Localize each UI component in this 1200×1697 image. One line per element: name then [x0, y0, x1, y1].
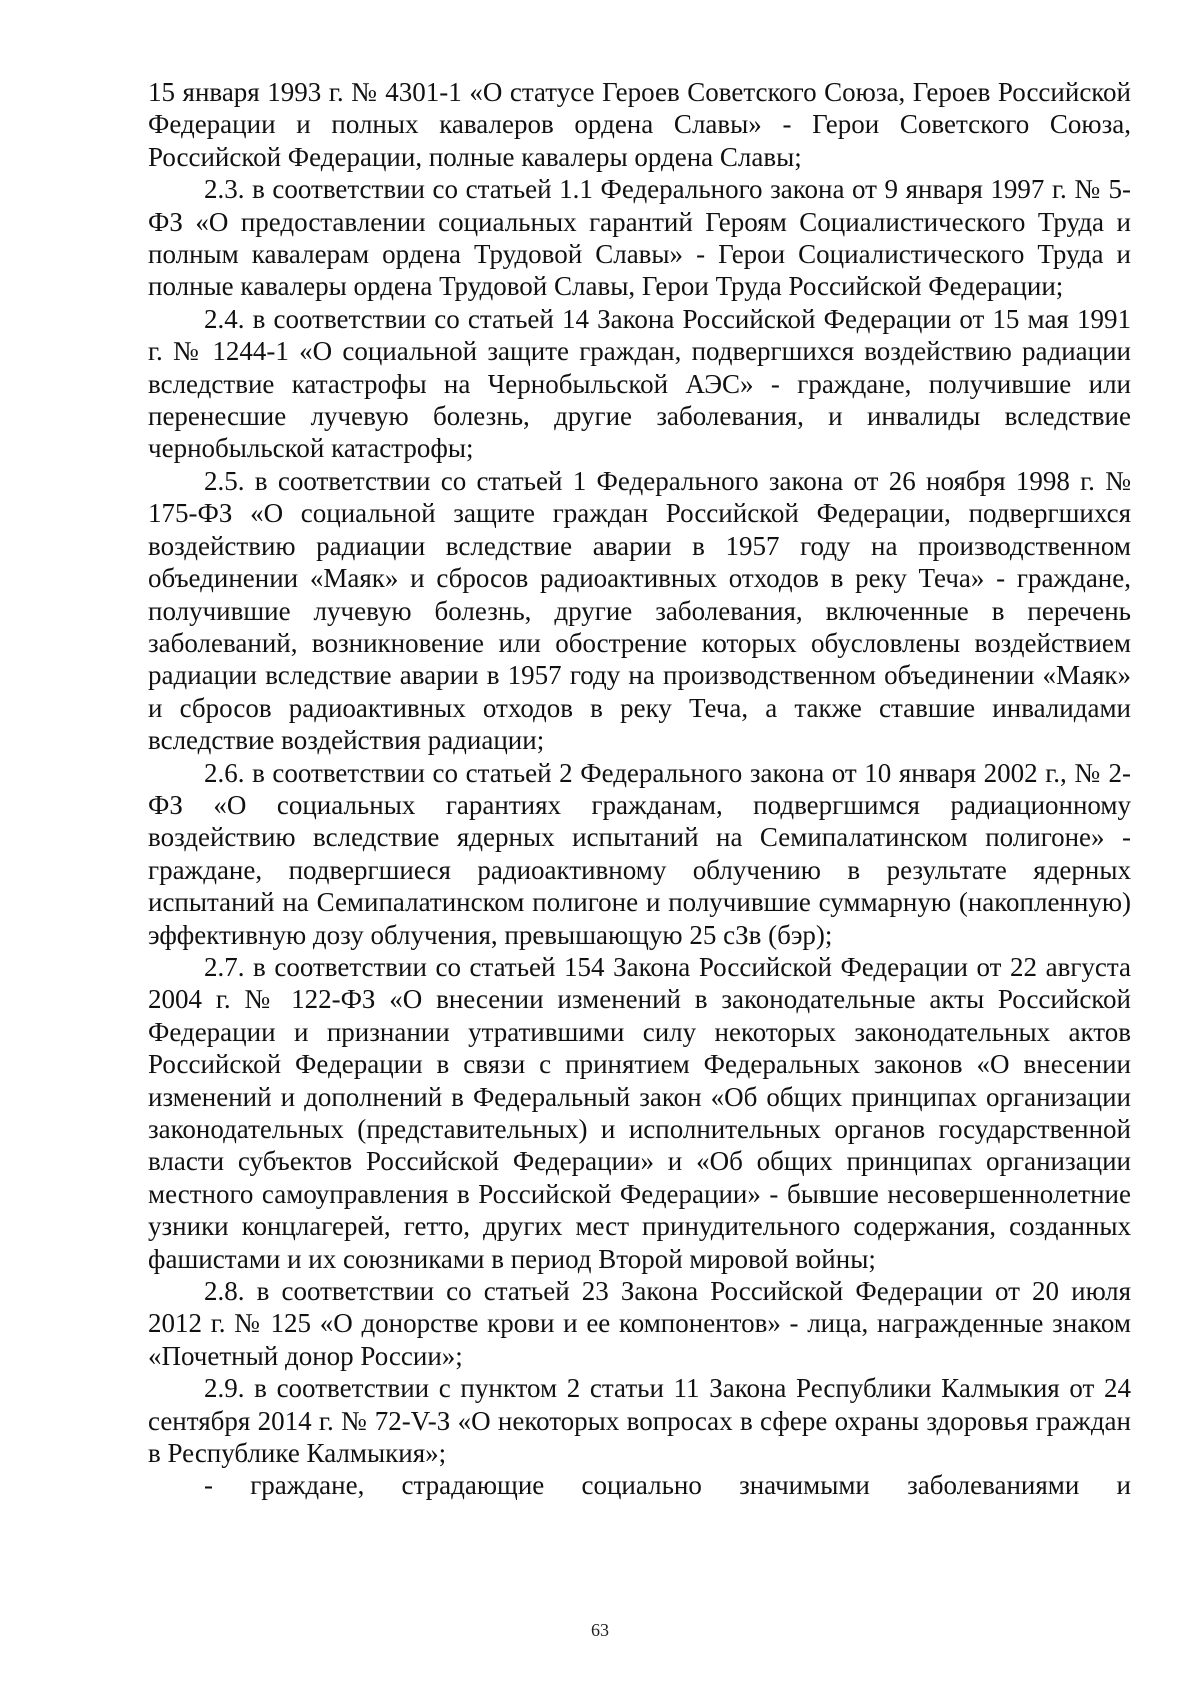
- paragraph-2-3: 2.3. в соответствии со статьей 1.1 Федерального закона от 9 января 1997 г. № 5-ФЗ «О предоставлении социальных гарантий Героям Социалистического Труда и полным кавалерам ордена Трудовой Славы» - Герои Социалистического Труда и полные кавалеры ордена Трудовой Славы, Герои Труда Российской Федерации;: [148, 174, 1131, 302]
- paragraph-2-8: 2.8. в соответствии со статьей 23 Закона Российской Федерации от 20 июля 2012 г. № 125 «О донорстве крови и ее компонентов» - лица, награжденные знаком «Почетный донор России»;: [148, 1276, 1131, 1371]
- paragraph-2-4: 2.4. в соответствии со статьей 14 Закона Российской Федерации от 15 мая 1991 г. № 1244-1 «О социальной защите граждан, подвергшихся воздействию радиации вследствие катастрофы на Чернобыльской АЭС» - граждане, получившие или перенесшие лучевую болезнь, другие заболевания, и инвалиды вследствие чернобыльской катастрофы;: [148, 303, 1131, 464]
- text-column: [148, 76, 1131, 1502]
- paragraph-2-5: 2.5. в соответствии со статьей 1 Федерального закона от 26 ноября 1998 г. № 175-ФЗ «О социальной защите граждан Российской Федерации, подвергшихся воздействию радиации вследствие аварии в 1957 году на производственном объединении «Маяк» и сбросов радиоактивных отходов в реку Теча» - граждане, получившие лучевую болезнь, другие заболевания, включенные в перечень заболеваний, возникновение или обострение которых обусловлены воздействием радиации вследствие аварии в 1957 году на производственном объединении «Маяк» и сбросов радиоактивных отходов в реку Теча, а также ставшие инвалидами вследствие воздействия радиации;: [148, 465, 1131, 756]
- paragraph-2-6: 2.6. в соответствии со статьей 2 Федерального закона от 10 января 2002 г., № 2-ФЗ «О социальных гарантиях гражданам, подвергшимся радиационному воздействию вследствие ядерных испытаний на Семипалатинском полигоне» - граждане, подвергшиеся радиоактивному облучению в результате ядерных испытаний на Семипалатинском полигоне и получившие суммарную (накопленную) эффективную дозу облучения, превышающую 25 сЗв (бэр);: [148, 757, 1131, 950]
- paragraph-2-9: 2.9. в соответствии с пунктом 2 статьи 11 Закона Республики Калмыкия от 24 сентября 2014 г. № 72-V-З «О некоторых вопросах в сфере охраны здоровья граждан в Республике Калмыкия»;: [148, 1373, 1131, 1469]
- list-item-socially-significant-diseases: - граждане, страдающие социально значимыми заболеваниями и: [204, 1470, 1131, 1501]
- paragraph-continuation: 15 января 1993 г. № 4301-1 «О статусе Героев Советского Союза, Героев Российской Федерации и полных кавалеров ордена Славы» - Герои Советского Союза, Российской Федерации, полные кавалеры ордена Славы;: [148, 77, 1131, 172]
- page-number: 63: [591, 1620, 609, 1640]
- paragraph-2-7: 2.7. в соответствии со статьей 154 Закона Российской Федерации от 22 августа 2004 г. № 122-ФЗ «О внесении изменений в законодательные акты Российской Федерации и признании утратившими силу некоторых законодательных актов Российской Федерации в связи с принятием Федеральных законов «О внесении изменений и дополнений в Федеральный закон «Об общих принципах организации законодательных (представительных) и исполнительных органов государственной власти субъектов Российской Федерации» и «Об общих принципах организации местного самоуправления в Российской Федерации» - бывшие несовершеннолетние узники концлагерей, гетто, других мест принудительного содержания, созданных фашистами и их союзниками в период Второй мировой войны;: [148, 951, 1131, 1274]
